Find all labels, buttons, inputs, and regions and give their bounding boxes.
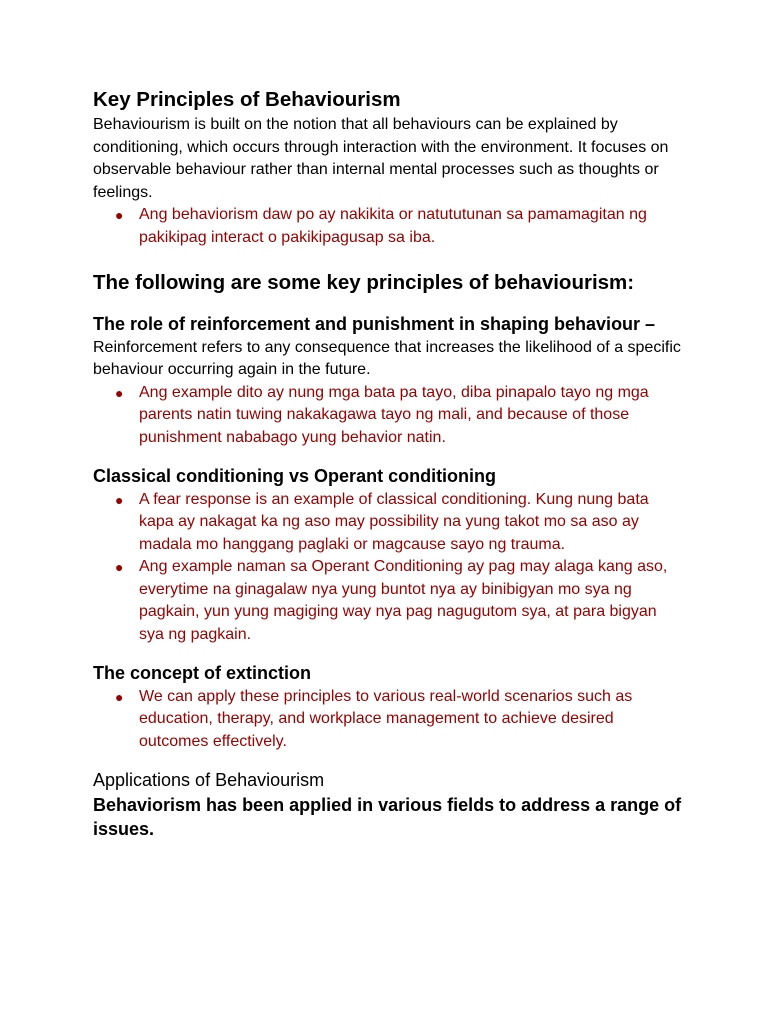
section-heading-conditioning: Classical conditioning vs Operant conditioning <box>93 466 497 486</box>
note-text: A fear response is an example of classical conditioning. Kung nung bata kapa ay nakagat ka ng aso may possibility na yung takot mo sa aso ay madala mo hanggang paglaki or magcause sayo ng trauma. <box>139 490 649 553</box>
list-item <box>93 382 683 450</box>
key-principles-heading: The following are some key principles of behaviourism: <box>93 271 635 294</box>
list-item <box>93 204 683 249</box>
note-text: Ang behaviorism daw po ay nakikita or natututunan sa pamamagitan ng pakikipag interact o pakikipagusap sa iba. <box>139 206 647 246</box>
document-title: Key Principles of Behaviourism <box>93 88 401 111</box>
bullet-icon: ● <box>115 207 124 223</box>
intro-notes-list <box>93 204 683 249</box>
list-item <box>93 686 683 754</box>
list-item <box>93 556 683 646</box>
list-item <box>93 489 683 557</box>
note-text: We can apply these principles to various real-world scenarios such as education, therapy, and workplace management to achieve desired outcomes effectively. <box>139 687 633 750</box>
intro-paragraph: Behaviourism is built on the notion that all behaviours can be explained by conditioning, which occurs through interaction with the environment. It focuses on observable behaviour rather than internal mental processes such as thoughts or feelings. <box>93 116 669 201</box>
applications-heading: Applications of Behaviourism <box>93 770 325 790</box>
bullet-icon: ● <box>115 688 124 705</box>
extinction-notes-list <box>93 686 683 754</box>
section-heading-extinction: The concept of extinction <box>93 663 312 683</box>
conditioning-notes-list <box>93 489 683 647</box>
note-text: Ang example naman sa Operant Conditioning ay pag may alaga kang aso, everytime na ginagalaw nya yung buntot nya ay binibigyan mo sya ng pagkain, yun yung magiging way nya pag nagugutom sya, at para bigyan sya ng pagkain. <box>139 558 668 643</box>
section-body-reinforcement: Reinforcement refers to any consequence that increases the likelihood of a specific behaviour occurring again in the future. <box>93 338 681 378</box>
applications-body: Behaviorism has been applied in various fields to address a range of issues. <box>93 794 682 839</box>
reinforcement-notes-list <box>93 382 683 450</box>
document-page <box>93 86 683 841</box>
bullet-icon: ● <box>115 384 124 401</box>
bullet-icon: ● <box>115 491 124 508</box>
bullet-icon: ● <box>115 559 124 575</box>
section-heading-reinforcement: The role of reinforcement and punishment in shaping behaviour – <box>93 314 656 334</box>
note-text: Ang example dito ay nung mga bata pa tayo, diba pinapalo tayo ng mga parents natin tuwing nakakagawa tayo ng mali, and because of those punishment nababago yung behavior natin. <box>139 383 649 446</box>
